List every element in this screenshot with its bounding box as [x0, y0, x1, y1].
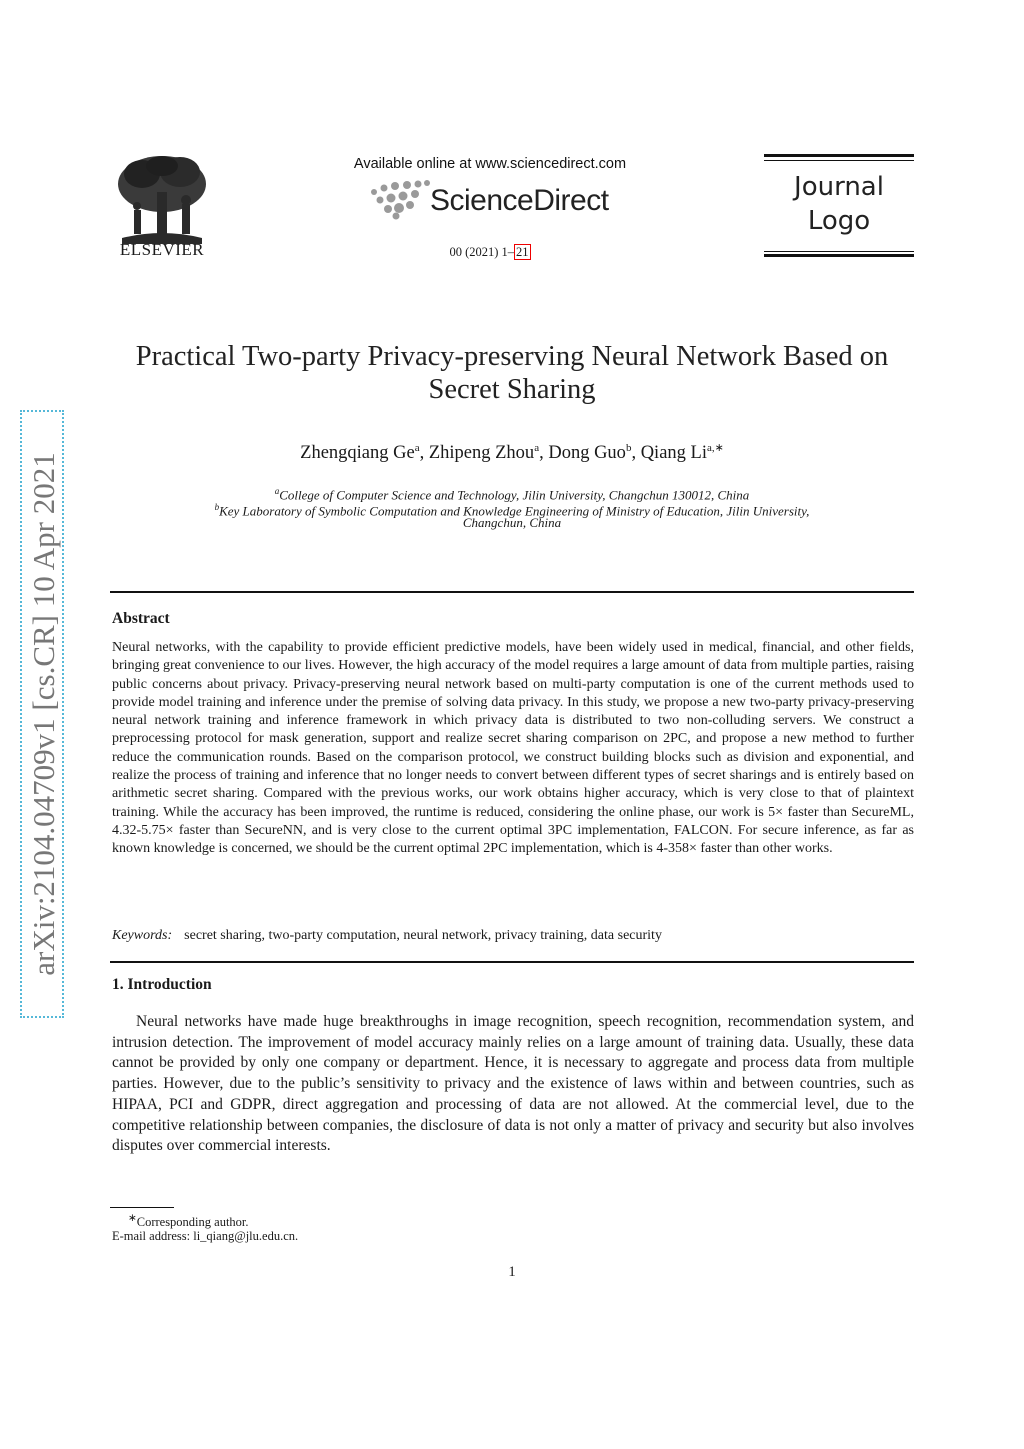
- author-name: Qiang Li: [640, 443, 707, 464]
- journal-ref-prefix: 00 (2021) 1–: [449, 245, 515, 259]
- footnote-rule: [110, 1207, 174, 1208]
- affiliation-a-mark: a: [274, 486, 280, 496]
- keywords: [112, 928, 914, 944]
- footnote-email[interactable]: E-mail address: li_qiang@jlu.edu.cn.: [112, 1229, 299, 1243]
- affiliation-a-text: College of Computer Science and Technology, Jilin University, Changchun 130012, China: [279, 487, 750, 503]
- affiliation-b-mark: b: [214, 502, 220, 512]
- elsevier-wordmark: ELSEVIER: [119, 240, 205, 259]
- author-list: Zhengqiang Ge$^a$, Zhipeng Zhou$^a$, Dong Guo$^b$, Qiang $Li^{a,∗}$: [300, 442, 724, 464]
- title-line-1: Practical Two-party Privacy-preserving Neural Network Based on: [135, 341, 889, 372]
- page-count-link[interactable]: 21: [516, 245, 529, 259]
- journal-logo-line1: Journal: [794, 172, 884, 202]
- journal-logo-text: [764, 170, 914, 238]
- title-line-2: Secret Sharing: [428, 374, 596, 405]
- abstract-heading: Abstract: [112, 610, 170, 627]
- footnote-corresponding-text: Corresponding author.: [136, 1215, 249, 1230]
- affiliation-b-cont: Changchun, China: [462, 515, 562, 530]
- paper-title: [110, 340, 914, 406]
- journal-logo-top-rule-thin: [764, 160, 914, 161]
- abstract-text: Neural networks, with the capability to provide efficient predictive models, have been widely used in medical, financial, and other fields, bringing great convenience to our lives. However, the high accuracy of the model requires a large amount of data from multiple parties, raising public concerns about privacy. Privacy-preserving neural network based on multi-party computation is one of the current methods used to provide model training and inference under the premise of solving data privacy. In this study, we propose a new two-party privacy-preserving neural network training and inference framework in which privacy data is distributed to two non-colluding servers. We construct a preprocessing protocol for mask generation, support and realize secret sharing comparison on 2PC, and propose a new method to further reduce the communication rounds. Based on the comparison protocol, we construct building blocks such as division and exponential, and realize the process of training and inference that no longer needs to convert between different types of secret sharings and is entirely based on arithmetic secret sharing. Compared with the previous works, our work obtains higher accuracy, which is very close to that of plaintext training. While the accuracy has been improved, the runtime is reduced, considering the online phase, our work is 5× faster than SecureML, 4.32-5.75× faster than SecureNN, and is very close to the current optimal 3PC implementation, FALCON. For secure inference, as far as known knowledge is concerned, we should be the current optimal 2PC implementation, which is 4-358× faster than other works.: [112, 640, 914, 857]
- author-affiliation-mark: a: [414, 442, 420, 454]
- abstract-bottom-rule: [110, 961, 914, 963]
- author-affiliation-mark: a,∗: [706, 442, 724, 454]
- author-affiliation-mark: a: [534, 442, 540, 454]
- author-name: Dong Guo: [548, 443, 626, 464]
- arxiv-identifier[interactable]: arXiv:2104.04709v1 [cs.CR] 10 Apr 2021: [26, 452, 61, 976]
- section-heading-introduction: 1. Introduction: [112, 976, 212, 993]
- author-name: Zhengqiang Ge: [300, 443, 415, 464]
- footnote-corresponding: [128, 1212, 249, 1230]
- author-affiliation-mark: b: [625, 442, 632, 454]
- keywords-text: secret sharing, two-party computation, neural network, privacy training, data security: [184, 928, 662, 943]
- journal-logo-bottom-rule: [764, 254, 914, 257]
- journal-logo-line2: Logo: [807, 206, 871, 236]
- author-name: Zhipeng Zhou: [428, 443, 535, 464]
- affiliation-b-text: Key Laboratory of Symbolic Computation and Knowledge Engineering of Ministry of Education, Jilin University,: [219, 503, 810, 519]
- page-number: 1: [508, 1264, 516, 1280]
- keywords-label: Keywords:: [112, 928, 173, 943]
- sciencedirect-wordmark: ScienceDirect: [430, 184, 609, 217]
- journal-logo-box: [764, 154, 914, 260]
- abstract-top-rule: [110, 591, 914, 593]
- journal-reference: [380, 245, 600, 260]
- footnote-mark: ∗: [128, 1213, 137, 1224]
- introduction-paragraph: Neural networks have made huge breakthroughs in image recognition, speech recognition, recommendation system, and intrusion detection. The improvement of model accuracy mainly relies on a large amount of training data. Usually, these data cannot be provided by only one company or department. Hence, it is necessary to aggregate and process data from multiple parties. However, due to the public’s sensitivity to privacy and the existence of laws within and between countries, such as HIPAA, PCI and GDPR, direct aggregation and processing of data are not allowed. At the commercial level, due to the competitive relationship between companies, the disclosure of data is not only a matter of privacy and security but also involves disputes over commercial interests.: [112, 1013, 914, 1155]
- journal-logo-top-rule: [764, 154, 914, 157]
- sciencedirect-dots-icon: [368, 178, 432, 220]
- journal-logo-bottom-rule-thin: [764, 251, 914, 252]
- available-online-text[interactable]: Available online at www.sciencedirect.com: [353, 156, 627, 172]
